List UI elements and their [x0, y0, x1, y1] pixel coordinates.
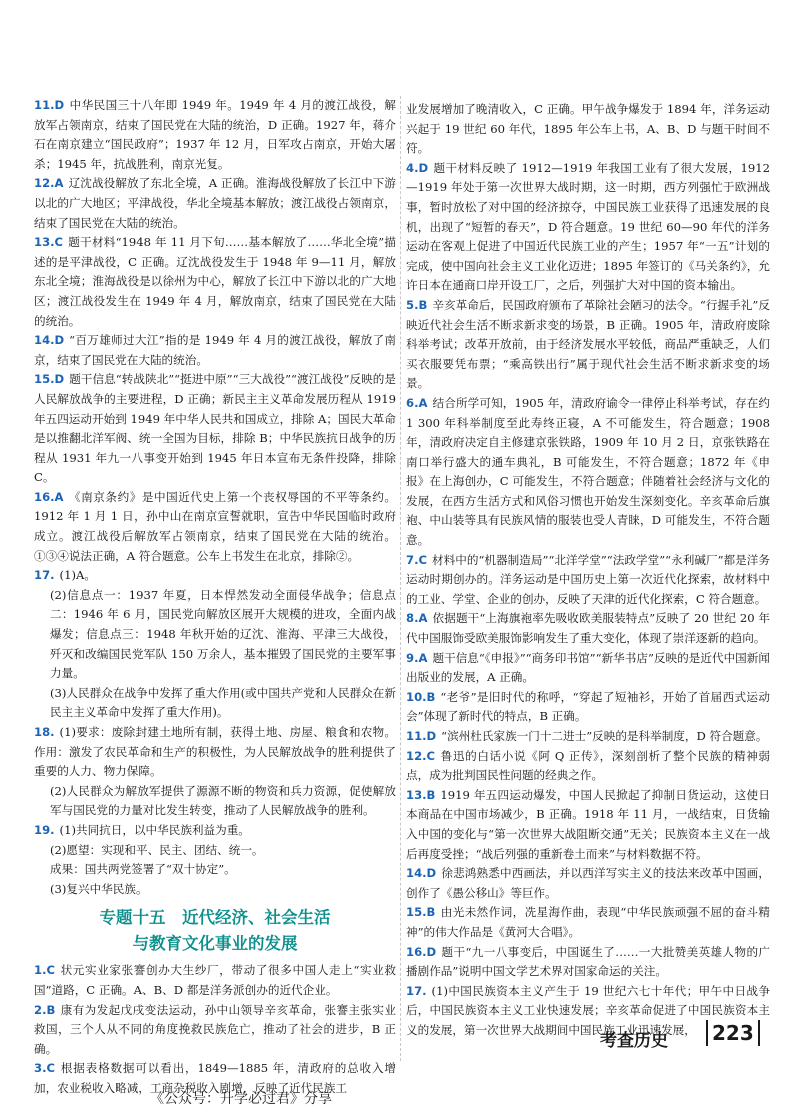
answer-item — [406, 394, 770, 551]
answer-text: 题干信息“转战陕北”“挺进中原”“三大战役”“渡江战役”反映的是人民解放战争的主要进程，D 正确；新民主主义革命发展历程从 1919 年五四运动开始到 1949 年中华人民共和国成立，排除 A；国民大革命是以推翻北洋军阀、统一全国为目标，排除 B；中华民族抗日战争的历程从 1931 年九一八事变开始到 1945 年日本宣布无条件投降，排除 C。 — [34, 372, 396, 485]
answer-subitem: (3)复兴中华民族。 — [50, 881, 148, 896]
answer-item — [34, 96, 396, 174]
answer-text: “滨州杜氏家族一门十二进士”反映的是科举制度，D 符合题意。 — [441, 729, 768, 743]
section-title — [34, 905, 396, 957]
answer-text: “百万雄师过大江”指的是 1949 年 4 月的渡江战役，解放了南京，结束了国民党在大陆的统治。 — [34, 333, 396, 367]
answer-subitem: (3)人民群众在战争中发挥了重大作用(或中国共产党和人民群众在新民主主义革命中发挥了重大作用)。 — [50, 685, 396, 720]
left-column — [34, 96, 396, 1099]
answer-text: 题干信息“《申报》”“商务印书馆”“新华书店”反映的是近代中国新闻出版业的发展，A 正确。 — [406, 650, 770, 685]
answer-item — [406, 688, 770, 727]
answer-text: 材料中的“机器制造局”“北洋学堂”“法政学堂”“永利碱厂”都是洋务运动时期创办的。洋务运动是中国历史上第一次近代化探索，故材料中的工业、学堂、企业的创办，反映了天津的近代化探索，C 符合题意。 — [406, 552, 770, 606]
answer-text: 依据题干“上海旗袍率先吸收欧美服装特点”反映了 20 世纪 20 年代中国服饰受欧美服饰影响发生了重大变化，体现了崇洋逐新的趋向。 — [406, 611, 770, 646]
answer-text: 辛亥革命后，民国政府颁布了革除社会陋习的法令。“行握手礼”反映近代社会生活不断求新求变的场景，B 正确。1905 年，清政府废除科举考试；改革开放前，由于经济发展水平较低，商品严重缺乏，人们买衣服要凭布票；“乘高铁出行”属于现代社会生活不断求新求变的场景。 — [406, 297, 770, 391]
answer-subitem: (2)愿望：实现和平、民主、团结、统一。 — [50, 842, 264, 857]
footer-note: 《公众号：升学必过君》分享 — [150, 1091, 332, 1107]
answer-item — [34, 821, 396, 841]
answer-number: 6.A — [406, 395, 428, 410]
answer-text: 康有为发起戊戌变法运动，孙中山领导辛亥革命，张謇主张实业救国，三个人从不同的角度挽救民族危亡，推动了社会的进步，B 正确。 — [34, 1002, 396, 1056]
answer-number: 13.C — [34, 235, 64, 250]
answer-text: (1)中国民族资本主义产生于 19 世纪六七十年代；甲午中日战争后，中国民族资本主义工业快速发展；辛亥革命促进了中国民族资本主义的发展，第一次世界大战期间中国民族工业迅速发展， — [406, 983, 770, 1037]
answer-number: 19. — [34, 822, 55, 837]
answer-number: 12.C — [406, 748, 436, 763]
answer-item — [34, 233, 396, 331]
answer-subitem: (2)人民群众为解放军提供了源源不断的物资和兵力资源，促使解放军与国民党的力量对比发生转变，推动了人民解放战争的胜利。 — [50, 783, 396, 818]
answer-text: 1919 年五四运动爆发，中国人民掀起了抑制日货运动，这使日本商品在中国市场减少，B 正确。1918 年 11 月，一战结束，日货输入中国的变化与“第一次世界大战阻断交通”无关；民族资本主义在一战后再度受挫；“战后列强的重新卷土而来”与材料数据不符。 — [406, 787, 770, 861]
answer-text: 状元实业家张謇创办大生纱厂，带动了很多中国人走上“实业救国”道路，C 正确。A、B、D 都是洋务派创办的近代企业。 — [34, 963, 396, 997]
answer-text: 徐悲鸿熟悉中西画法，并以西洋写实主义的技法来改革中国画，创作了《愚公移山》等巨作。 — [406, 866, 770, 900]
answer-text: 鲁迅的白话小说《阿 Q 正传》，深刻剖析了整个民族的精神弱点，成为批判国民性问题的经典之作。 — [406, 748, 770, 783]
answer-item — [34, 174, 396, 233]
answer-number: 13.B — [406, 787, 436, 802]
answer-item — [406, 551, 770, 610]
answer-item — [34, 331, 396, 370]
page-number: 223 — [706, 1020, 760, 1046]
answer-text: 题干材料反映了 1912—1919 年我国工业有了很大发展，1912—1919 年处于第一次世界大战时期，这一时期，西方列强忙于欧洲战事，暂时放松了对中国的经济掠夺，中国民族工业获得了迅速发展的良机，出现了“短暂的春天”，D 符合题意。19 世纪 60—90 年代的洋务运动在客观上促进了中国近代民族工业的产生；1957 年“一五”计划的完成，使中国向社会主义工业化迈进；1895 年签订的《马关条约》，允许日本在通商口岸开设工厂，之后，列强扩大对中国的资本输出。 — [406, 160, 770, 293]
answer-text: 由光未然作词，冼星海作曲，表现“中华民族顽强不屈的奋斗精神”的伟大作品是《黄河大合唱》。 — [406, 905, 770, 939]
answer-item — [34, 961, 396, 1000]
answer-item — [406, 786, 770, 864]
answer-subitem: (2)信息点一：1937 年夏，日本悍然发动全面侵华战争；信息点二：1946 年 6 月，国民党向解放区展开大规模的进攻，全面内战爆发；信息点三：1948 年秋开始的辽沈、淮海、平津三大战役，歼灭和改编国民党军队 150 万余人，基本摧毁了国民党的主要军事力量。 — [50, 587, 396, 681]
answer-number: 14.D — [34, 333, 65, 348]
answer-item — [406, 864, 770, 903]
answer-number: 3.C — [34, 1061, 55, 1076]
answer-number: 16.D — [406, 944, 437, 959]
answer-number: 18. — [34, 725, 55, 739]
answer-text: 题干材料“1948 年 11 月下旬……基本解放了……华北全境”描述的是平津战役，C 正确。辽沈战役发生于 1948 年 9—11 月，解放东北全境；淮海战役是以徐州为中心，解放了长江中下游以北的广大地区；渡江战役发生在 1949 年 4 月，解放南京，结束了国民党在大陆的统治。 — [34, 235, 396, 328]
answer-number: 7.C — [406, 552, 427, 567]
answer-item — [406, 609, 770, 648]
answer-number: 15.D — [34, 372, 65, 387]
answer-item — [406, 296, 770, 394]
answer-text: 《南京条约》是中国近代史上第一个丧权辱国的不平等条约。1912 年 1 月 1 日，孙中山在南京宣誓就职，宣告中华民国临时政府成立。渡江战役后解放军占领南京，结束了国民党在大陆的统治。①③④说法正确，A 符合题意。公车上书发生在北京，排除②。 — [34, 489, 396, 563]
right-column — [406, 100, 770, 1041]
answer-text: “老爷”是旧时代的称呼，“穿起了短袖衫，开始了首届西式运动会”体现了新时代的特点，B 正确。 — [406, 689, 770, 724]
answer-text: 辽沈战役解放了东北全境，A 正确。淮海战役解放了长江中下游以北的广大地区；平津战役，华北全境基本解放；渡江战役占领南京，结束了国民党在大陆的统治。 — [34, 176, 396, 230]
answer-item — [34, 566, 396, 586]
answer-text: 根据表格数据可以看出，1849—1885 年，清政府的总收入增加，农业税收入略减，工商杂税收入剧增，反映了近代民族工 — [34, 1061, 396, 1095]
answer-item — [406, 649, 770, 688]
answer-item — [406, 943, 770, 982]
answer-text: 中华民国三十八年即 1949 年。1949 年 4 月的渡江战役，解放军占领南京，结束了国民党在大陆的统治，D 正确。1927 年，蒋介石在南京建立“国民政府”；1937 年 12 月，日军攻占南京，开始大屠杀；1945 年，抗战胜利，南京光复。 — [34, 98, 396, 171]
answer-text: (1)共同抗日，以中华民族利益为重。 — [59, 822, 250, 837]
answer-number: 11.D — [406, 729, 437, 743]
answer-text: 题干“九一八事变后，中国诞生了……一大批赞美英雄人物的广播剧作品”说明中国文学艺术界对国家命运的关注。 — [406, 944, 770, 979]
section-title-line1: 专题十五 近代经济、社会生活 — [99, 908, 331, 928]
answer-item — [34, 723, 396, 782]
answer-number: 1.C — [34, 963, 55, 978]
answer-text: 结合所学可知，1905 年，清政府谕令一律停止科举考试，存在约 1 300 年科举制度至此寿终正寝，A 不可能发生，符合题意；1908 年，清政府决定自主修建京张铁路，1909 年 10 月 2 日，京张铁路在南口举行盛大的通车典礼，B 可能发生，不符合题意；1872 年《申报》在上海创办，C 可能发生，不符合题意；伴随着社会经济与文化的发展，在西方生活方式和风俗习惯也开始发生深刻变化。辛亥革命后旗袍、中山装等具有民族风情的服装也受人青睐，D 可能发生，不符合题意。 — [406, 395, 770, 548]
answer-number: 12.A — [34, 176, 64, 191]
answer-number: 16.A — [34, 489, 64, 504]
answer-item — [34, 488, 396, 566]
answer-text: (1)A。 — [59, 568, 96, 583]
answer-subitem: 成果：国共两党签署了“双十协定”。 — [50, 862, 236, 877]
answer-item — [406, 903, 770, 942]
answer-number: 15.B — [406, 905, 436, 920]
answer-item — [406, 159, 770, 296]
answer-number: 4.D — [406, 160, 429, 175]
answer-text: (1)要求：废除封建土地所有制，获得土地、房屋、粮食和农物。作用：激发了农民革命和生产的积极性，为人民解放战争的胜利提供了重要的人力、物力保障。 — [34, 725, 396, 779]
subject-label: 考查历史 — [600, 1031, 668, 1051]
answer-item — [34, 1001, 396, 1060]
answer-number: 9.A — [406, 650, 428, 665]
answer-number: 17. — [406, 983, 427, 998]
answer-item — [34, 370, 396, 488]
answer-number: 10.B — [406, 689, 436, 704]
section-title-line2: 与教育文化事业的发展 — [132, 934, 298, 954]
answer-number: 11.D — [34, 98, 65, 112]
answer-number: 14.D — [406, 866, 437, 881]
answer-text: 业发展增加了晚清收入，C 正确。甲午战争爆发于 1894 年，洋务运动兴起于 19 世纪 60 年代，1895 年公车上书，A、B、D 与题干时间不符。 — [406, 102, 770, 156]
answer-number: 8.A — [406, 611, 428, 626]
answer-number: 17. — [34, 568, 55, 583]
answer-number: 5.B — [406, 297, 428, 312]
answer-number: 2.B — [34, 1002, 56, 1017]
answer-item — [406, 747, 770, 786]
answer-item — [406, 100, 770, 159]
answer-item — [406, 727, 770, 747]
column-divider — [400, 96, 402, 1061]
